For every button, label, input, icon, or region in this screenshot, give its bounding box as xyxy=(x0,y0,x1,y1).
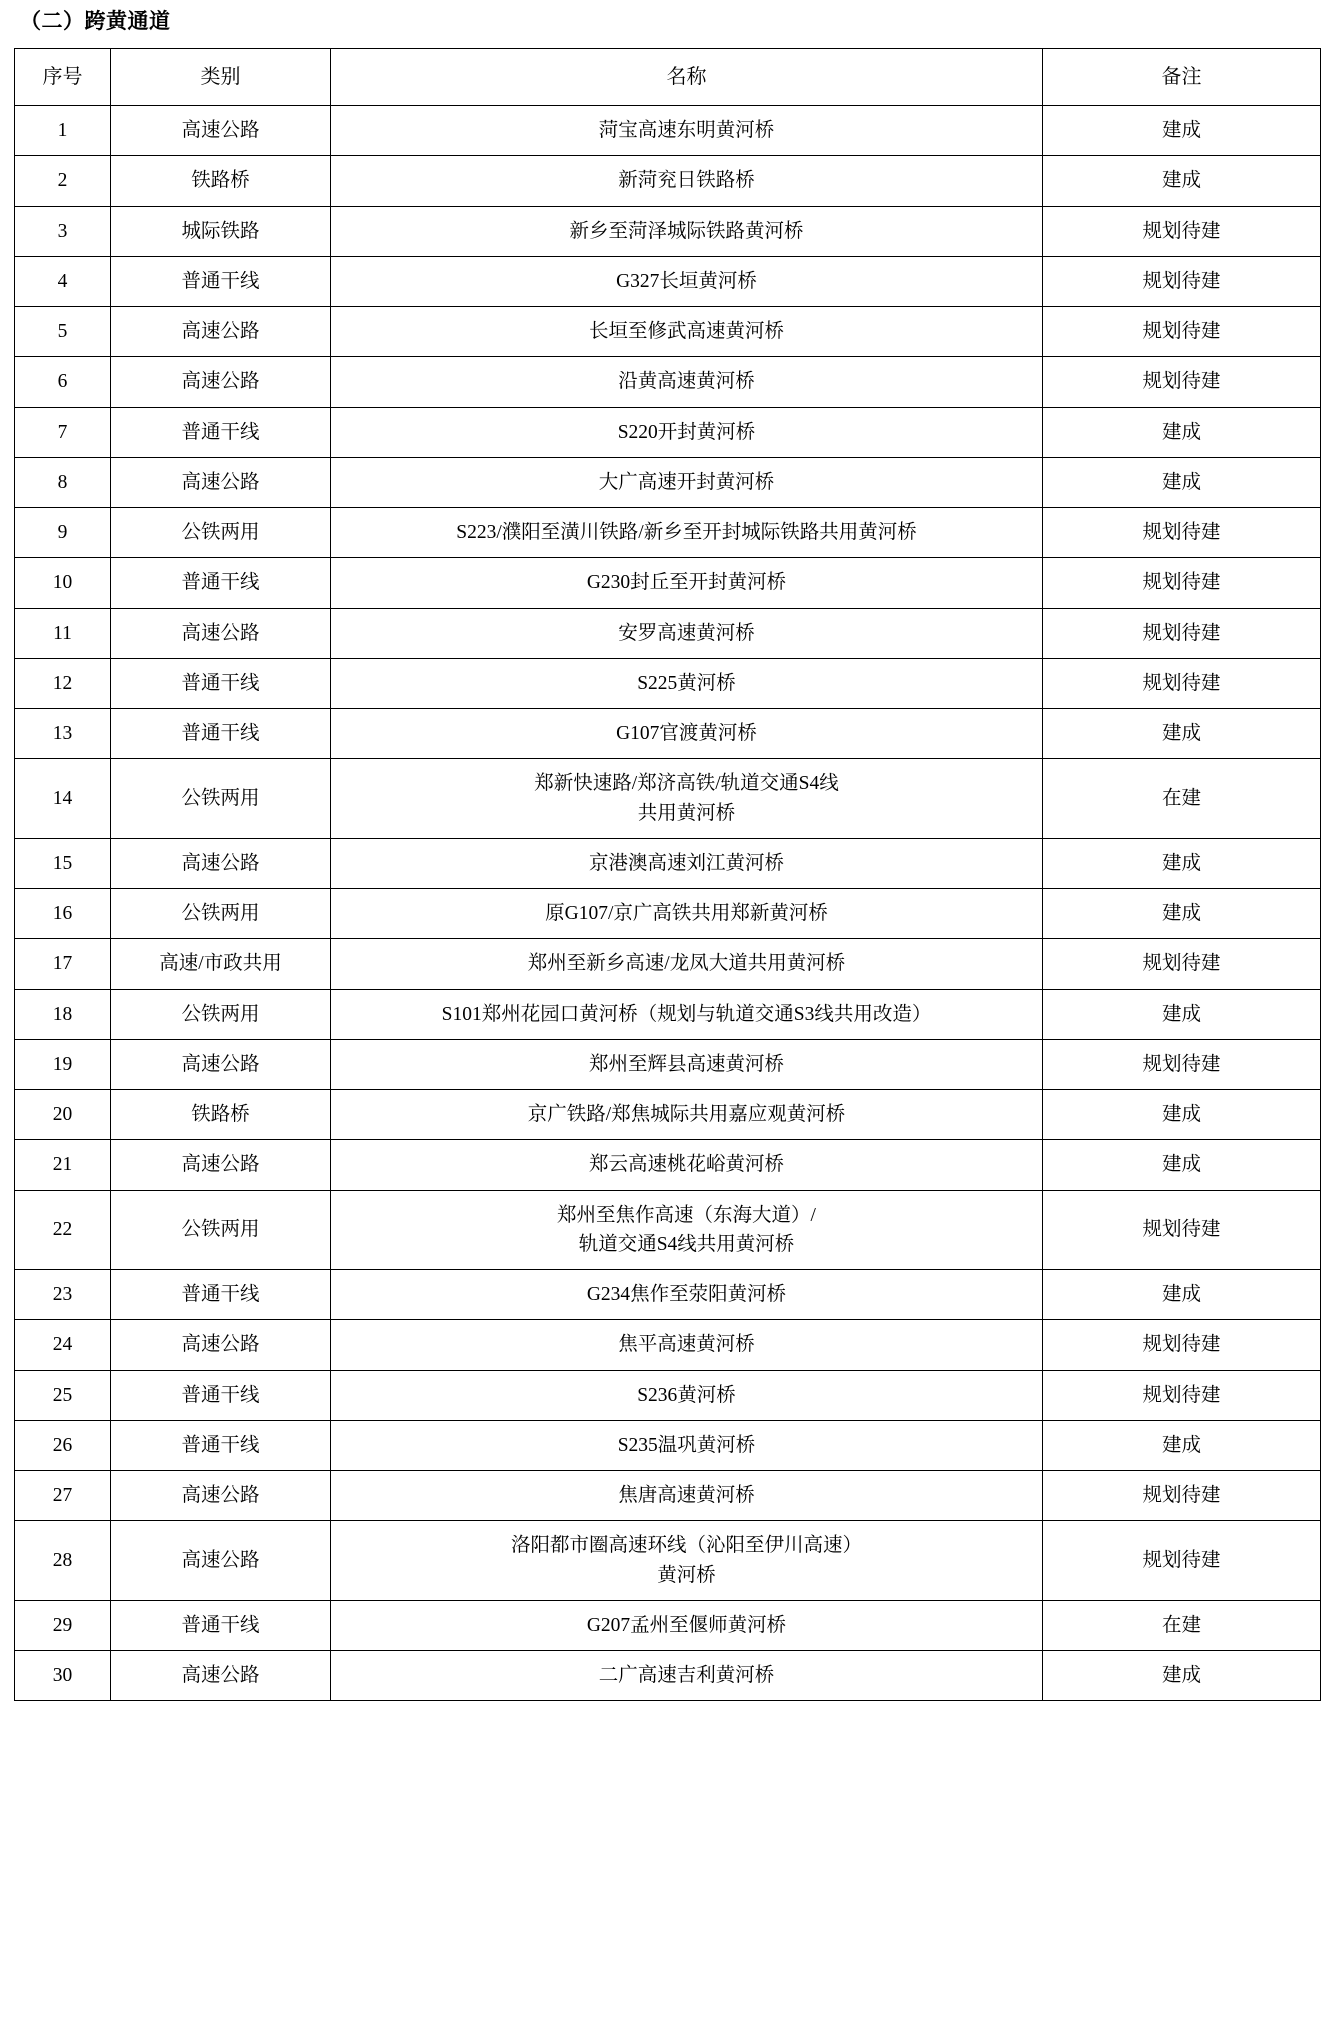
cell-category: 铁路桥 xyxy=(111,1090,331,1140)
cell-note: 规划待建 xyxy=(1043,1370,1321,1420)
cell-category: 高速公路 xyxy=(111,1471,331,1521)
column-header-category: 类别 xyxy=(111,49,331,106)
cell-note: 规划待建 xyxy=(1043,608,1321,658)
table-row xyxy=(15,1420,1321,1470)
table-row xyxy=(15,838,1321,888)
cell-name: 焦唐高速黄河桥 xyxy=(331,1471,1043,1521)
table-row xyxy=(15,156,1321,206)
table-row xyxy=(15,256,1321,306)
cell-index: 9 xyxy=(15,508,111,558)
cell-category: 高速公路 xyxy=(111,457,331,507)
cell-index: 4 xyxy=(15,256,111,306)
table-row xyxy=(15,658,1321,708)
table-row xyxy=(15,357,1321,407)
column-header-index: 序号 xyxy=(15,49,111,106)
cell-index: 3 xyxy=(15,206,111,256)
cell-index: 28 xyxy=(15,1521,111,1601)
cell-index: 30 xyxy=(15,1651,111,1701)
cell-note: 规划待建 xyxy=(1043,1039,1321,1089)
table-row xyxy=(15,889,1321,939)
cell-name: 洛阳都市圈高速环线（沁阳至伊川高速） 黄河桥 xyxy=(331,1521,1043,1601)
cell-name: S101郑州花园口黄河桥（规划与轨道交通S3线共用改造） xyxy=(331,989,1043,1039)
table-row xyxy=(15,989,1321,1039)
cell-name: S220开封黄河桥 xyxy=(331,407,1043,457)
table-row xyxy=(15,1190,1321,1270)
cell-index: 16 xyxy=(15,889,111,939)
table-row xyxy=(15,1090,1321,1140)
table-row xyxy=(15,709,1321,759)
cell-category: 高速公路 xyxy=(111,1521,331,1601)
cell-note: 规划待建 xyxy=(1043,1190,1321,1270)
table-row xyxy=(15,1651,1321,1701)
cell-category: 公铁两用 xyxy=(111,889,331,939)
cell-name: 二广高速吉利黄河桥 xyxy=(331,1651,1043,1701)
table-row xyxy=(15,307,1321,357)
cell-category: 高速公路 xyxy=(111,1651,331,1701)
cell-category: 公铁两用 xyxy=(111,1190,331,1270)
cell-note: 在建 xyxy=(1043,1600,1321,1650)
cell-category: 高速公路 xyxy=(111,1039,331,1089)
section-title: （二）跨黄通道 xyxy=(20,10,171,33)
cell-name: 郑新快速路/郑济高铁/轨道交通S4线 共用黄河桥 xyxy=(331,759,1043,839)
cell-category: 普通干线 xyxy=(111,558,331,608)
cell-note: 建成 xyxy=(1043,1651,1321,1701)
cell-name: 沿黄高速黄河桥 xyxy=(331,357,1043,407)
cell-note: 建成 xyxy=(1043,156,1321,206)
cell-category: 普通干线 xyxy=(111,1600,331,1650)
table-row xyxy=(15,1039,1321,1089)
cell-index: 12 xyxy=(15,658,111,708)
cell-category: 高速公路 xyxy=(111,307,331,357)
cell-index: 8 xyxy=(15,457,111,507)
table-header-row xyxy=(15,49,1321,106)
cell-name: G107官渡黄河桥 xyxy=(331,709,1043,759)
cell-index: 7 xyxy=(15,407,111,457)
cell-index: 10 xyxy=(15,558,111,608)
cell-index: 19 xyxy=(15,1039,111,1089)
cell-category: 普通干线 xyxy=(111,407,331,457)
cell-note: 建成 xyxy=(1043,838,1321,888)
cell-note: 建成 xyxy=(1043,709,1321,759)
cell-index: 11 xyxy=(15,608,111,658)
cell-index: 13 xyxy=(15,709,111,759)
cell-index: 27 xyxy=(15,1471,111,1521)
cell-note: 建成 xyxy=(1043,1420,1321,1470)
cell-name: 焦平高速黄河桥 xyxy=(331,1320,1043,1370)
table-row xyxy=(15,1140,1321,1190)
table-header xyxy=(15,49,1321,106)
cell-name: 京港澳高速刘江黄河桥 xyxy=(331,838,1043,888)
cell-category: 普通干线 xyxy=(111,709,331,759)
cell-name: 长垣至修武高速黄河桥 xyxy=(331,307,1043,357)
table-row xyxy=(15,608,1321,658)
cell-category: 铁路桥 xyxy=(111,156,331,206)
cell-note: 规划待建 xyxy=(1043,256,1321,306)
cell-note: 规划待建 xyxy=(1043,1471,1321,1521)
cell-note: 在建 xyxy=(1043,759,1321,839)
cell-name: 郑州至新乡高速/龙凤大道共用黄河桥 xyxy=(331,939,1043,989)
cell-name: S236黄河桥 xyxy=(331,1370,1043,1420)
cell-note: 建成 xyxy=(1043,1140,1321,1190)
cell-index: 18 xyxy=(15,989,111,1039)
cross-yellow-river-corridor-table xyxy=(14,48,1321,1701)
cell-category: 高速公路 xyxy=(111,1320,331,1370)
cell-note: 建成 xyxy=(1043,1090,1321,1140)
table-row xyxy=(15,508,1321,558)
cell-note: 规划待建 xyxy=(1043,1521,1321,1601)
cell-name: 安罗高速黄河桥 xyxy=(331,608,1043,658)
cell-index: 6 xyxy=(15,357,111,407)
table-row xyxy=(15,1521,1321,1601)
column-header-note: 备注 xyxy=(1043,49,1321,106)
table-body xyxy=(15,106,1321,1701)
table-row xyxy=(15,106,1321,156)
cell-category: 高速/市政共用 xyxy=(111,939,331,989)
cell-note: 规划待建 xyxy=(1043,357,1321,407)
cell-index: 23 xyxy=(15,1270,111,1320)
cell-index: 2 xyxy=(15,156,111,206)
cell-index: 29 xyxy=(15,1600,111,1650)
cell-name: 郑云高速桃花峪黄河桥 xyxy=(331,1140,1043,1190)
cell-index: 26 xyxy=(15,1420,111,1470)
cell-category: 普通干线 xyxy=(111,256,331,306)
cell-category: 高速公路 xyxy=(111,1140,331,1190)
cell-note: 建成 xyxy=(1043,1270,1321,1320)
cell-category: 公铁两用 xyxy=(111,759,331,839)
cell-name: 新菏兖日铁路桥 xyxy=(331,156,1043,206)
table-row xyxy=(15,206,1321,256)
table-row xyxy=(15,759,1321,839)
cell-category: 高速公路 xyxy=(111,838,331,888)
table-row xyxy=(15,1370,1321,1420)
cell-category: 城际铁路 xyxy=(111,206,331,256)
table-row xyxy=(15,407,1321,457)
cell-note: 规划待建 xyxy=(1043,1320,1321,1370)
cell-category: 普通干线 xyxy=(111,1270,331,1320)
table-row xyxy=(15,1600,1321,1650)
column-header-name: 名称 xyxy=(331,49,1043,106)
cell-category: 高速公路 xyxy=(111,608,331,658)
cell-note: 建成 xyxy=(1043,889,1321,939)
cell-name: 新乡至菏泽城际铁路黄河桥 xyxy=(331,206,1043,256)
table-row xyxy=(15,939,1321,989)
cell-index: 21 xyxy=(15,1140,111,1190)
cell-index: 14 xyxy=(15,759,111,839)
cell-note: 建成 xyxy=(1043,457,1321,507)
cell-name: 郑州至焦作高速（东海大道）/ 轨道交通S4线共用黄河桥 xyxy=(331,1190,1043,1270)
cell-note: 规划待建 xyxy=(1043,939,1321,989)
cell-name: 原G107/京广高铁共用郑新黄河桥 xyxy=(331,889,1043,939)
cell-name: 大广高速开封黄河桥 xyxy=(331,457,1043,507)
table-row xyxy=(15,558,1321,608)
table-row xyxy=(15,1320,1321,1370)
cell-index: 5 xyxy=(15,307,111,357)
cell-category: 公铁两用 xyxy=(111,989,331,1039)
cell-note: 规划待建 xyxy=(1043,508,1321,558)
cell-note: 规划待建 xyxy=(1043,558,1321,608)
cell-name: 郑州至辉县高速黄河桥 xyxy=(331,1039,1043,1089)
cell-note: 规划待建 xyxy=(1043,307,1321,357)
cell-index: 20 xyxy=(15,1090,111,1140)
cell-name: S225黄河桥 xyxy=(331,658,1043,708)
cell-note: 建成 xyxy=(1043,407,1321,457)
cell-note: 建成 xyxy=(1043,106,1321,156)
cell-name: G234焦作至荥阳黄河桥 xyxy=(331,1270,1043,1320)
table-row xyxy=(15,457,1321,507)
cell-name: 京广铁路/郑焦城际共用嘉应观黄河桥 xyxy=(331,1090,1043,1140)
table-row xyxy=(15,1270,1321,1320)
cell-name: G230封丘至开封黄河桥 xyxy=(331,558,1043,608)
cell-category: 普通干线 xyxy=(111,1420,331,1470)
cell-index: 1 xyxy=(15,106,111,156)
cell-index: 25 xyxy=(15,1370,111,1420)
cell-index: 22 xyxy=(15,1190,111,1270)
cell-index: 15 xyxy=(15,838,111,888)
cell-category: 高速公路 xyxy=(111,357,331,407)
cell-name: S235温巩黄河桥 xyxy=(331,1420,1043,1470)
cell-index: 24 xyxy=(15,1320,111,1370)
cell-name: 菏宝高速东明黄河桥 xyxy=(331,106,1043,156)
cell-index: 17 xyxy=(15,939,111,989)
cell-category: 高速公路 xyxy=(111,106,331,156)
cell-category: 公铁两用 xyxy=(111,508,331,558)
cell-category: 普通干线 xyxy=(111,1370,331,1420)
cell-name: S223/濮阳至潢川铁路/新乡至开封城际铁路共用黄河桥 xyxy=(331,508,1043,558)
table-row xyxy=(15,1471,1321,1521)
cell-category: 普通干线 xyxy=(111,658,331,708)
cell-name: G327长垣黄河桥 xyxy=(331,256,1043,306)
cell-note: 规划待建 xyxy=(1043,658,1321,708)
cell-note: 建成 xyxy=(1043,989,1321,1039)
cell-note: 规划待建 xyxy=(1043,206,1321,256)
cell-name: G207孟州至偃师黄河桥 xyxy=(331,1600,1043,1650)
